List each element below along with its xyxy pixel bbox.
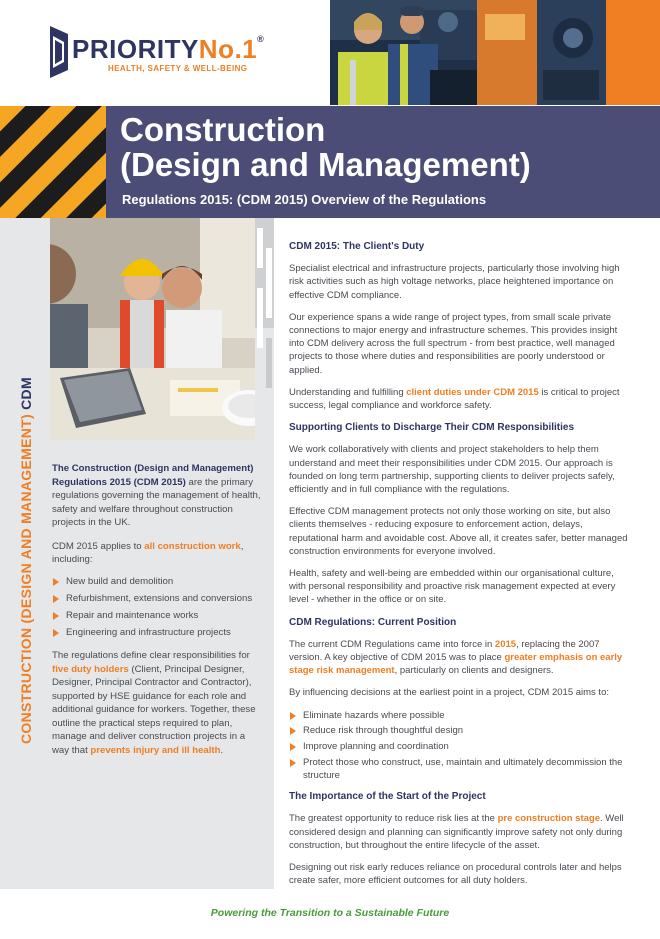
section-heading-client-duty: CDM 2015: The Client's Duty <box>289 241 425 252</box>
applies-paragraph <box>52 540 264 567</box>
paragraph: Designing out risk early reduces reliance on procedural controls later and helps create safer, more efficient outcomes for all duty holders. <box>289 862 622 887</box>
vertical-label-cdm: CDM <box>18 377 34 410</box>
intro-paragraph <box>52 462 264 530</box>
text-span: The greatest opportunity to reduce risk lies at the <box>289 813 498 825</box>
left-text-block <box>52 462 264 767</box>
logo-chevron-icon <box>50 26 68 78</box>
vertical-label-orange: CONSTRUCTION (DESIGN AND MANAGEMENT) <box>18 409 34 744</box>
list-item: Repair and maintenance works <box>52 609 264 623</box>
duty-mid: (Client, Principal Designer, Designer, Principal Contractor and Contractor), supported by HSE guidance for each role and additional guidance for workers. Together, these outline the practical steps required to plan, manage and deliver construction projects in a way that <box>52 663 256 756</box>
text-span: is critical to project success, legal compliance and workforce safety. <box>289 386 620 412</box>
text-span: Understanding and fulfilling <box>289 386 407 398</box>
section-heading-start-of-project: The Importance of the Start of the Project <box>289 791 486 803</box>
list-item: Reduce risk through thoughtful design <box>289 724 629 737</box>
duty-highlight-2: prevents injury and ill health <box>90 744 221 756</box>
industrial-photo <box>477 0 606 105</box>
paragraph <box>289 638 629 678</box>
hazard-stripes <box>0 106 106 218</box>
applies-pre: CDM 2015 applies to <box>52 540 145 552</box>
brand-logo <box>50 26 265 78</box>
title-line-2: (Design and Management) <box>120 146 531 183</box>
list-item: Refurbishment, extensions and conversions <box>52 592 264 606</box>
list-item: Engineering and infrastructure projects <box>52 626 264 640</box>
text-span: . Well considered design and planning can significantly improve safety not only during construction, but throughout the entire lifecycle of the asset. <box>289 813 624 851</box>
paragraph: Effective CDM management protects not only those working on site, but also clients themselves - reducing exposure to enforcement action, delays, reputational harm and avoidable cost. Above all, it creates safer, better managed construction environments for everyone involved. <box>289 506 628 557</box>
duty-pre: The regulations define clear responsibilities for <box>52 650 250 661</box>
title-banner <box>106 106 660 218</box>
footer-tagline: Powering the Transition to a Sustainable Future <box>210 907 450 919</box>
page-title <box>120 112 531 182</box>
logo-tagline: HEALTH, SAFETY & WELL-BEING <box>108 64 248 73</box>
paragraph: By influencing decisions at the earliest point in a project, CDM 2015 aims to: <box>289 687 609 699</box>
list-item: Protect those who construct, use, maintain and ultimately decommission the structure <box>289 756 629 782</box>
highlight-client-duties: client duties under CDM 2015 <box>406 386 539 398</box>
logo-name-part1: PRIORITY <box>72 34 199 64</box>
duty-holders-paragraph <box>52 649 264 757</box>
applies-post: , including: <box>52 540 244 565</box>
paragraph: Health, safety and well-being are embedded within our organisational culture, with personal responsibility and proactive risk management expected at every level - whether in the office or on site. <box>289 568 616 606</box>
logo-name-part2: No.1 <box>198 34 258 64</box>
work-types-list <box>52 575 264 640</box>
engineers-photo <box>330 0 477 105</box>
accent-block <box>606 0 660 105</box>
list-item: Improve planning and coordination <box>289 740 629 753</box>
highlight-early-risk: greater emphasis on early stage risk management <box>289 652 623 677</box>
paragraph: Our experience spans a wide range of project types, from small scale private connections to major energy and infrastructure schemes. This provides insight into CDM delivery across the full spectrum - from best practice, well managed projects to those where duties and responsibilities are poorly understood or applied. <box>289 311 618 376</box>
team-meeting-photo <box>50 218 274 440</box>
section-heading-supporting-clients: Supporting Clients to Discharge Their CDM Responsibilities <box>289 422 575 434</box>
duty-highlight: five duty holders <box>52 663 129 675</box>
page-subtitle: Regulations 2015: (CDM 2015) Overview of the Regulations <box>122 192 487 207</box>
text-span: The current CDM Regulations came into force in <box>289 638 495 650</box>
intro-bold: The Construction (Design and Management) Regulations 2015 (CDM 2015) <box>52 463 254 488</box>
duty-post: . <box>220 744 224 756</box>
list-item: New build and demolition <box>52 575 264 589</box>
paragraph <box>289 812 629 852</box>
title-line-1: Construction <box>120 111 326 148</box>
highlight-preconstruction: pre construction stage <box>497 813 601 825</box>
highlight-year: 2015 <box>494 638 517 650</box>
logo-wordmark <box>72 34 264 65</box>
paragraph <box>289 386 629 412</box>
list-item: Eliminate hazards where possible <box>289 709 629 722</box>
section-heading-current-position: CDM Regulations: Current Position <box>289 616 457 628</box>
paragraph: We work collaboratively with clients and project stakeholders to help them understand and meet their responsibilities under CDM 2015. Our approach is founded on long term partnership, supporting clients to deliver projects safely, efficiently and in full compliance with the regulations. <box>289 444 615 496</box>
right-text-column <box>289 240 629 896</box>
aims-list <box>289 709 629 783</box>
text-span: , particularly on clients and designers. <box>394 665 554 677</box>
text-span: , replacing the 2007 version. A key objective of CDM 2015 was to place <box>289 638 600 664</box>
decorative-bars <box>255 218 274 440</box>
applies-highlight: all construction work <box>144 540 241 552</box>
paragraph: Specialist electrical and infrastructure projects, particularly those involving high risk activities such as high voltage networks, place heightened importance on effective CDM compliance. <box>289 263 620 301</box>
intro-rest: are the primary regulations governing the management of health, safety and welfare throughout construction projects in the UK. <box>52 476 261 528</box>
vertical-section-label <box>18 377 34 744</box>
logo-registered-mark: ® <box>257 34 265 44</box>
